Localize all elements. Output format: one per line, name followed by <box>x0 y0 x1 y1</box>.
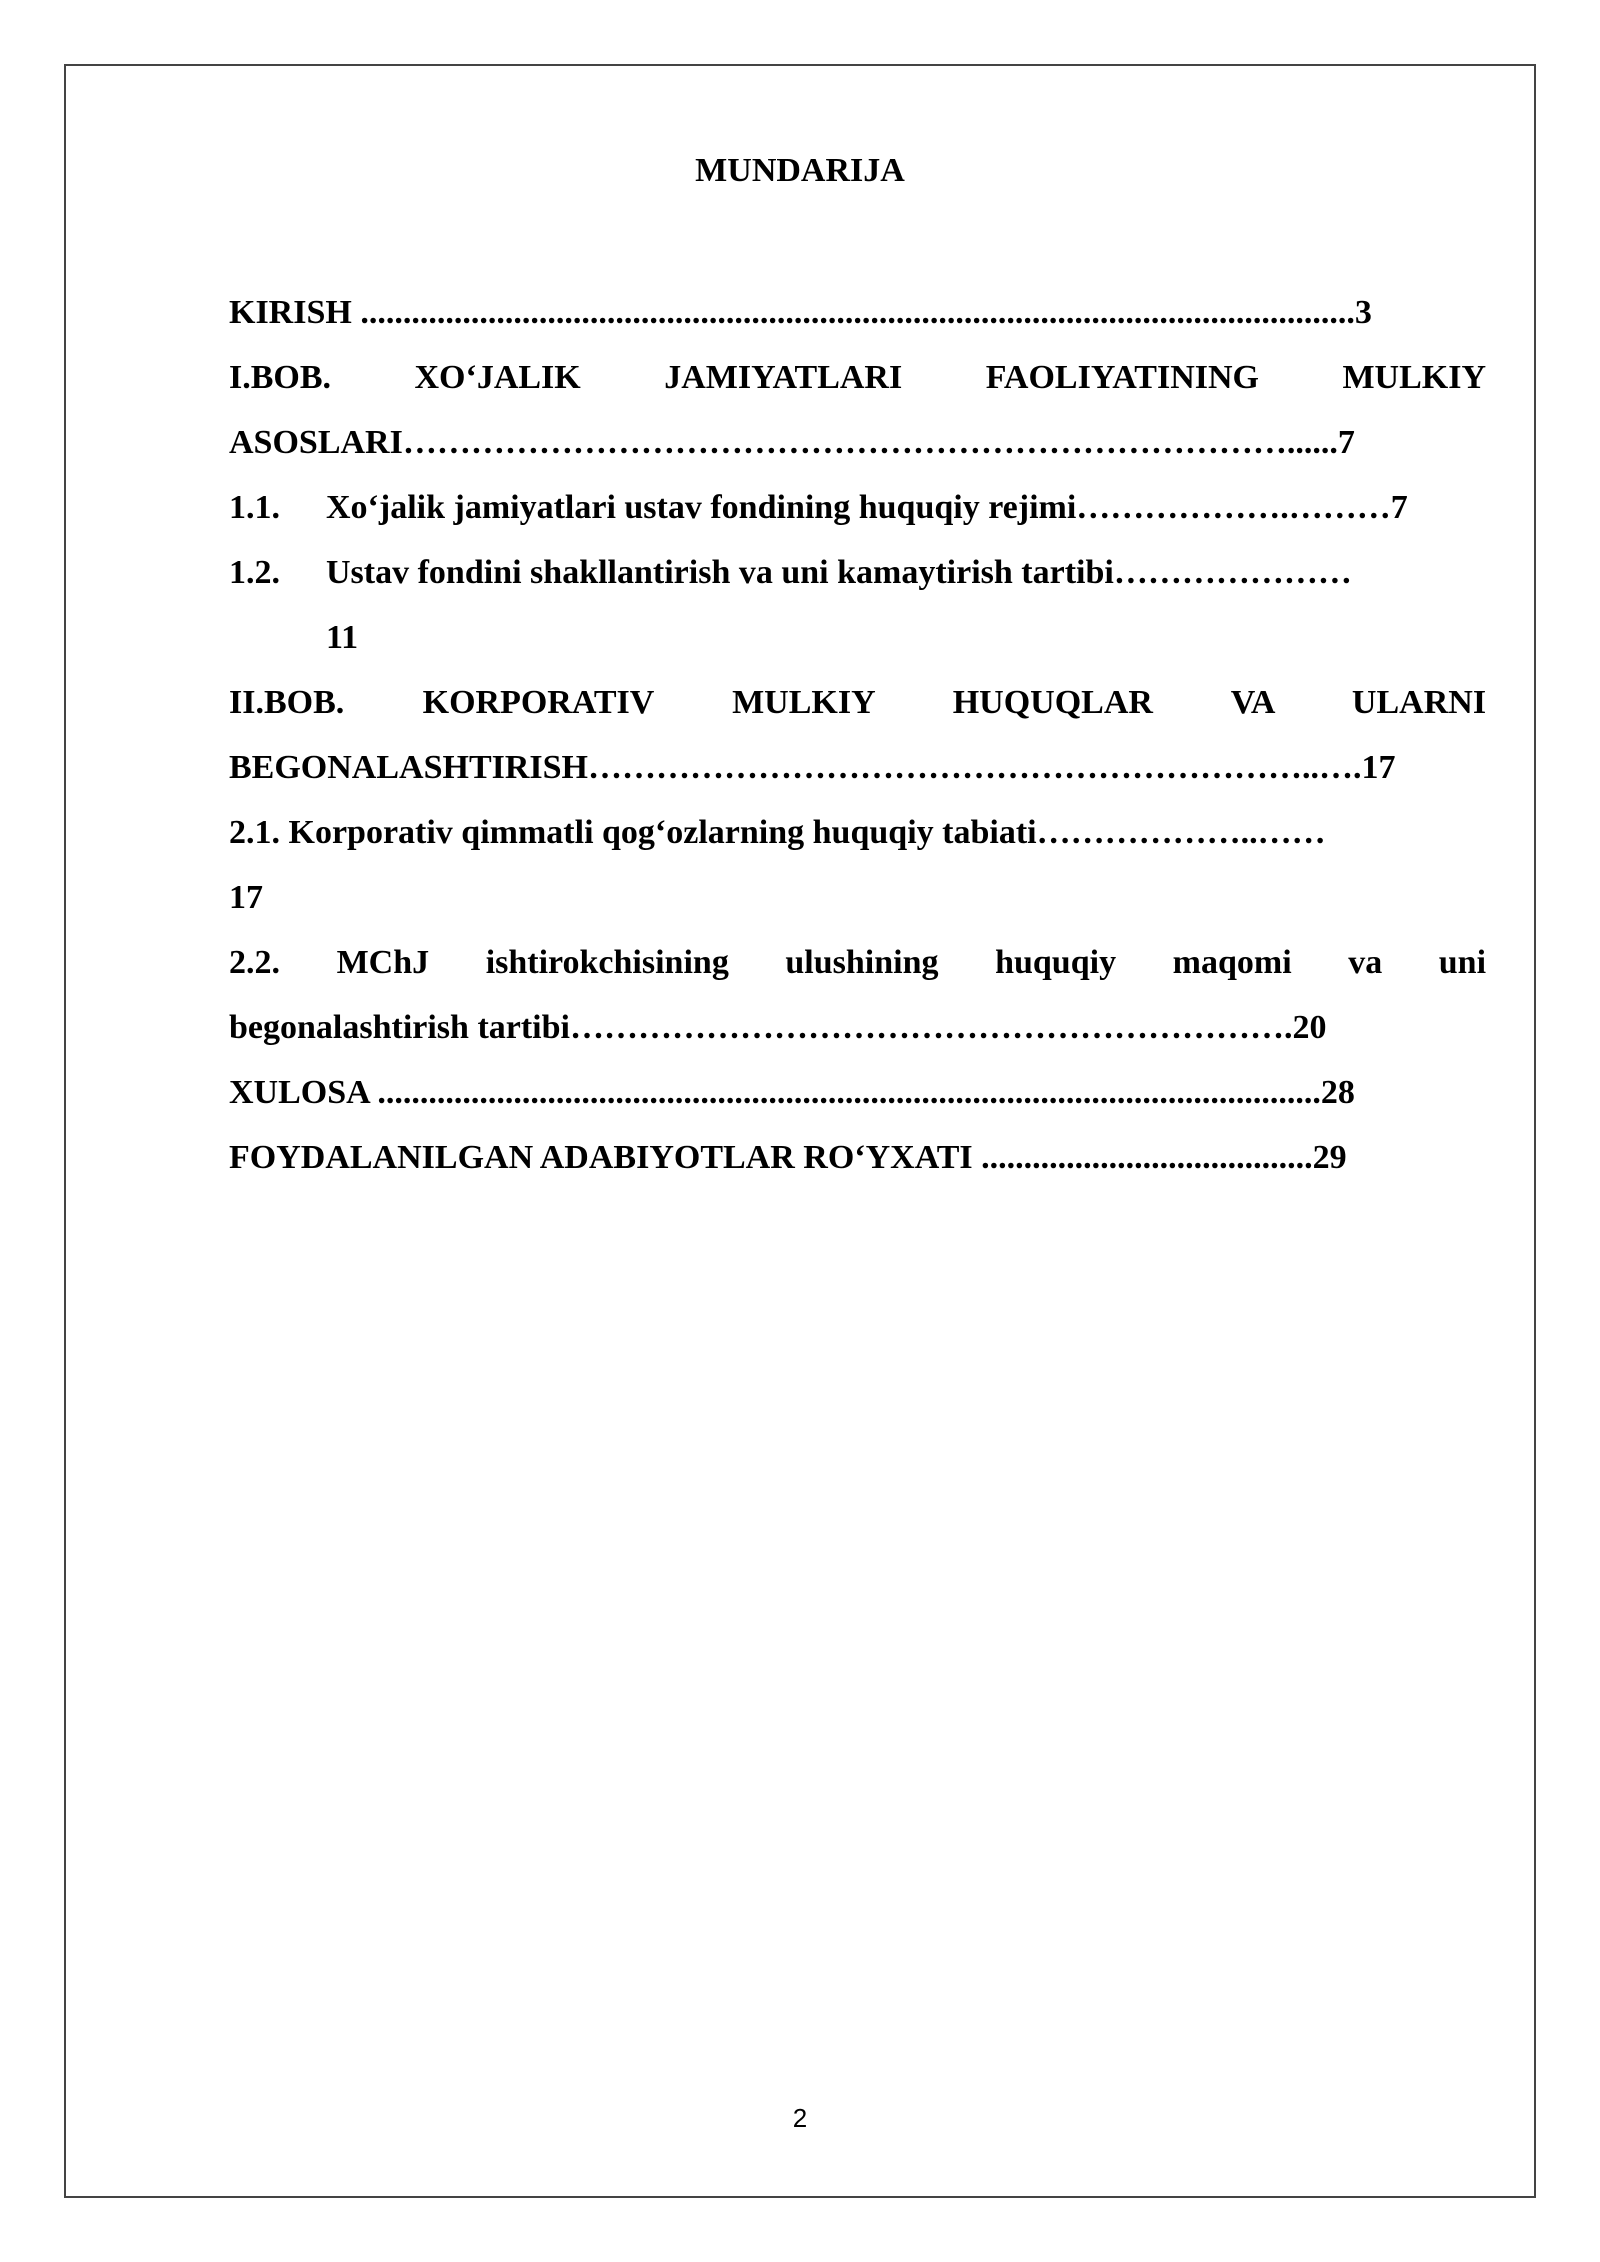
toc-entry-adabiyotlar[interactable]: FOYDALANILGAN ADABIYOTLAR RO‘YXATI .......................................29 <box>229 1139 1347 1176</box>
toc-entry-2-2-line1[interactable] <box>229 930 1486 995</box>
toc-word: uni <box>1438 944 1486 981</box>
toc-word: MULKIY <box>732 684 875 721</box>
toc-entry-kirish[interactable]: KIRISH .....................................................................................................................3 <box>229 294 1372 331</box>
toc-word: JAMIYATLARI <box>664 359 903 396</box>
toc-text: Xo‘jalik jamiyatlari ustav fondining huquqiy rejimi……………….………7 <box>326 489 1408 526</box>
toc-word: I.BOB. <box>229 359 332 396</box>
toc-word: MULKIY <box>1342 359 1486 396</box>
toc-entry-1-2-page[interactable]: 11 <box>326 619 359 656</box>
toc-number: 1.2. <box>229 554 280 591</box>
toc-word: va <box>1348 944 1383 981</box>
document-title: MUNDARIJA <box>695 152 905 189</box>
toc-word: ULARNI <box>1351 684 1486 721</box>
toc-entry-bob2-line1[interactable] <box>229 670 1486 735</box>
toc-entry-2-1[interactable]: 2.1. Korporativ qimmatli qog‘ozlarning huquqiy tabiati………………..…… <box>229 814 1326 851</box>
toc-word: KORPORATIV <box>422 684 654 721</box>
toc-word: huquqiy <box>995 944 1117 981</box>
toc-entry-1-1[interactable] <box>229 475 1486 540</box>
table-of-contents <box>229 280 1486 1190</box>
toc-word: ishtirokchisining <box>485 944 729 981</box>
toc-entry-1-2[interactable] <box>229 540 1486 605</box>
toc-entry-bob2-line2[interactable]: BEGONALASHTIRISH………………………………………………………..….17 <box>229 749 1396 786</box>
toc-word: VA <box>1230 684 1274 721</box>
toc-entry-bob1-line2[interactable]: ASOSLARI……………………………………………………………………......7 <box>229 424 1355 461</box>
toc-word: ulushining <box>785 944 939 981</box>
toc-word: II.BOB. <box>229 684 345 721</box>
toc-entry-bob1-line1[interactable] <box>229 345 1486 410</box>
toc-word: maqomi <box>1172 944 1292 981</box>
toc-number: 1.1. <box>229 489 280 526</box>
toc-word: 2.2. <box>229 944 280 981</box>
toc-word: MChJ <box>336 944 430 981</box>
toc-word: XO‘JALIK <box>414 359 581 396</box>
toc-word: FAOLIYATINING <box>985 359 1259 396</box>
toc-entry-2-2-line2[interactable]: begonalashtirish tartibi……………………………………………………….20 <box>229 1009 1327 1046</box>
toc-word: HUQUQLAR <box>952 684 1153 721</box>
toc-entry-2-1-page[interactable]: 17 <box>229 879 263 916</box>
page-number: 2 <box>792 2103 808 2133</box>
toc-text: Ustav fondini shakllantirish va uni kamaytirish tartibi………………… <box>326 554 1352 591</box>
toc-entry-xulosa[interactable]: XULOSA ...............................................................................................................28 <box>229 1074 1355 1111</box>
